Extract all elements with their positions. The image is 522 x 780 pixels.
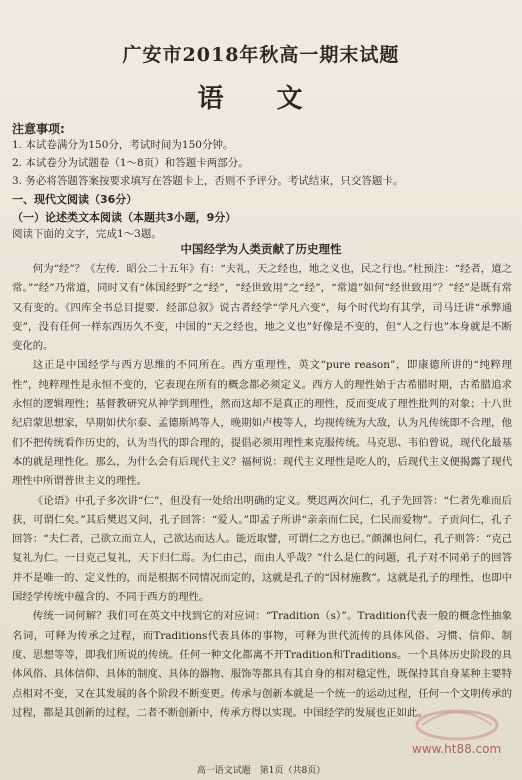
article-paragraph: 这正是中国经学与西方思维的不同所在。西方重理性，英文“pure reason”，即康德所讲的“纯粹理性”，纯粹理性是永恒不变的，它表现在所有的概念都必须定义。西方人的理性始于古希腊时期，古希腊追求永恒的逻辑理性；基督教研究从神学到理性，然而这却不是真正的理性，反而变成了理性批判的对象；十八世纪启蒙思想家，早期如伏尔泰、孟德斯鸠等人，晚期如卢梭等人，均视传统为大敌，认为凡传统即不合理，他们不把传统看作历史的，认为当代的即合理的，提倡必须用理性来克服传统。马克思、韦伯曾说，现代化最基本的就是理性化。那么，为什么会有后现代主义？福柯说：现代主义理性是吃人的，后现代主义便揭露了现代理性中所谓普世主义的理性。 [12, 359, 512, 488]
subject-title: 语 文 [197, 84, 325, 114]
watermark-text: www.ht88.com [412, 742, 502, 756]
watermark-logo [402, 705, 512, 765]
note-item: 2. 本试卷分为试题卷（1～8页）和答题卡两部分。 [12, 157, 249, 169]
article-body [12, 260, 512, 723]
exam-title: 广安市2018年秋高一期末试题 [122, 44, 400, 66]
article-paragraph: 何为“经”？《左传．昭公二十五年》有：“夫礼，天之经也，地之义也，民之行也。”杜预注：“经者，道之常。”“经”乃常道，同时又有“体国经野”之“经”，“经世致用”之“经”，“常道”如何“经世致用”？“经”是既有常又有变的。《四库全书总目提要．经部总叙》说古者经学“学凡六变”，每个时代均有其学，司马迁讲“承弊通变”，没有任何一样东西历久不变，中国的“天之经也，地之义也”好像是不变的，但“人之行也”本身就是不断变化的。 [12, 263, 512, 353]
section-heading: 一、现代文阅读（36分） [12, 193, 138, 206]
article-paragraph: 《论语》中孔子多次讲“仁”，但没有一处给出明确的定义。樊迟两次问仁，孔子先回答：“仁者先难而后获，可谓仁矣。”其后樊迟又问，孔子回答：“爱人。”即孟子所讲“亲亲而仁民，仁民而爱物”。子贡问仁，孔子回答：“夫仁者，己欲立而立人，己欲达而达人。能近取譬，可谓仁之方也已。”颜渊也问仁，孔子则答：“克己复礼为仁。一日克己复礼，天下归仁焉。为仁由己，而由人乎哉？”什么是仁的问题，孔子对不同弟子的回答并不是唯一的、定义性的，而是根据不同情况而定的，这就是孔子的“因材施教”。这就是孔子的理性，也即中国经学传统中蕴含的、不同于西方的理性。 [12, 494, 512, 604]
note-item: 1. 本试卷满分为150分，考试时间为150分钟。 [12, 139, 234, 151]
notes-heading: 注意事项: [12, 122, 65, 136]
reading-instruction: 阅读下面的文字，完成1～3题。 [12, 228, 162, 240]
article-paragraph: 传统一词何解？我们可在英文中找到它的对应词：“Tradition（s）”。Tradition代表一般的概念性抽象名词，可释为传承之过程，而Traditions代表具体的事物，可释为世代流传的具体风俗、习惯、信仰、制度、思想等等，即我们所说的传统。任何一种文化都离不开Tradition和Traditions。一个具体历史阶段的具体风俗、具体信仰、具体的制度、具体的器物、服饰等都具有其自身的相对稳定性，既保持其自身某种主要特点相对不变，又在其发展的各个阶段不断变更。传承与创新本就是一个统一的运动过程，任何一个文明传承的过程，都是其创新的过程，二者不断创新中，传承方得以实现。中国经学的发展也正如此。 [12, 610, 512, 719]
note-item: 3. 务必将答题答案按要求填写在答题卡上，否则不予评分。考试结束，只交答题卡。 [12, 175, 404, 187]
page-footer: 高一语文试题 第1页（共8页） [196, 766, 326, 776]
article-title: 中国经学为人类贡献了历史理性 [180, 242, 342, 256]
subsection-heading: （一）论述类文本阅读（本题共3小题，9分） [12, 211, 237, 224]
